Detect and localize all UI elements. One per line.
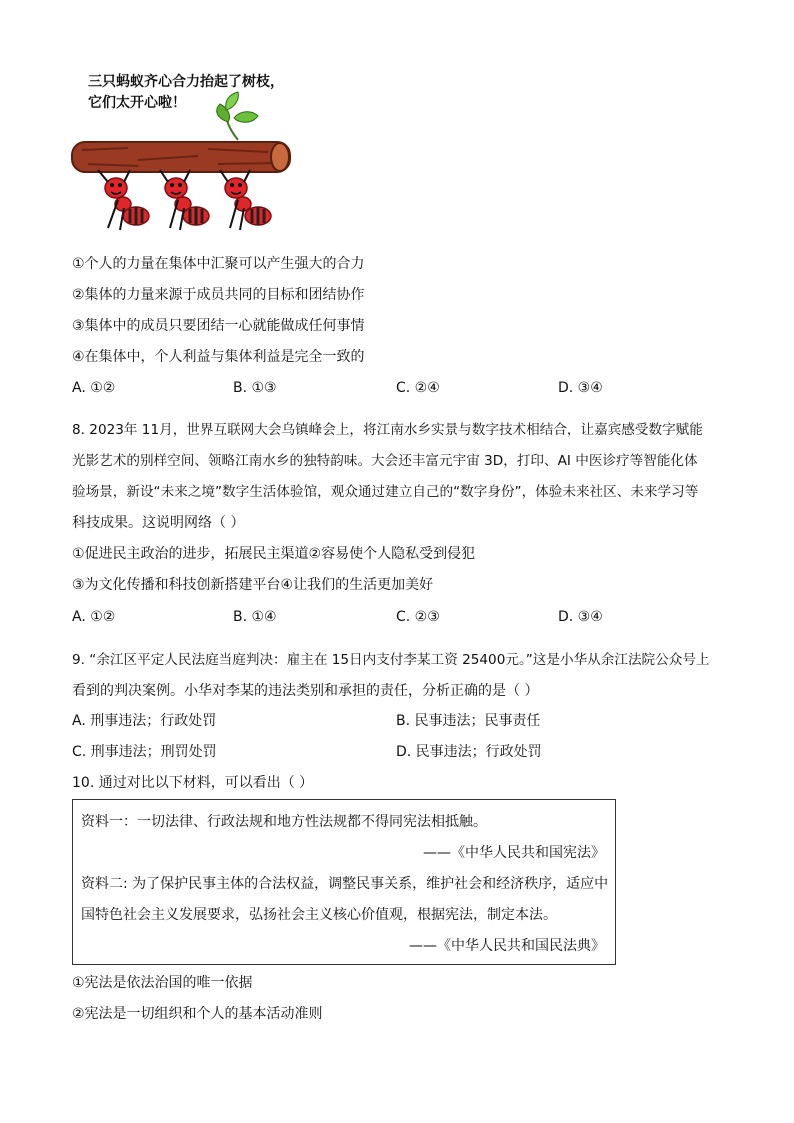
q8-stem-line: 验场景，新设“未来之境”数字生活体验馆，观众通过建立自己的“数字身份”，体验未来社区、未来学习等 <box>72 484 699 500</box>
ants-cartoon <box>68 70 296 232</box>
material-2-line: 国特色社会主义发展要求，弘扬社会主义核心价值观，根据宪法，制定本法。 <box>81 907 557 923</box>
q9-option-d[interactable]: D. 民事违法；行政处罚 <box>396 744 542 760</box>
cartoon-caption <box>88 72 284 114</box>
q7-option-a[interactable]: A. ①② <box>72 380 116 396</box>
q8-stem-line: 8. 2023年 11月，世界互联网大会乌镇峰会上，将江南水乡实景与数字技术相结合，让嘉宾感受数字赋能 <box>72 422 703 438</box>
q8-statement: ①促进民主政治的进步，拓展民主渠道②容易使个人隐私受到侵犯 <box>72 546 476 562</box>
q7-option-d[interactable]: D. ③④ <box>558 380 603 396</box>
q8-option-a[interactable]: A. ①② <box>72 609 116 625</box>
q7-statement: ①个人的力量在集体中汇聚可以产生强大的合力 <box>72 256 365 272</box>
cartoon-caption-line: 它们太开心啦！ <box>88 95 186 111</box>
q10-statement: ①宪法是依法治国的唯一依据 <box>72 975 253 991</box>
q9-option-a[interactable]: A. 刑事违法；行政处罚 <box>72 713 217 729</box>
q8-option-c[interactable]: C. ②③ <box>396 609 440 625</box>
q8-stem-line: 光影艺术的别样空间、领略江南水乡的独特韵味。大会还丰富元宇宙 3D，打印、AI 中医诊疗等智能化体 <box>72 453 698 469</box>
cartoon-caption-line: 三只蚂蚁齐心合力抬起了树枝， <box>88 74 284 90</box>
q9-stem-line: 9. “余江区平定人民法庭当庭判决：雇主在 15日内支付李某工资 25400元。”这是小华从余江法院公众号上 <box>72 652 710 668</box>
q8-option-d[interactable]: D. ③④ <box>558 609 603 625</box>
material-1: 资料一：一切法律、行政法规和地方性法规都不得同宪法相抵触。 <box>81 814 487 830</box>
q9-option-b[interactable]: B. 民事违法；民事责任 <box>396 713 541 729</box>
material-2-source: ——《中华人民共和国民法典》 <box>409 938 605 954</box>
q10-stem: 10. 通过对比以下材料，可以看出（ ） <box>72 775 314 791</box>
q7-statement: ③集体中的成员只要团结一心就能做成任何事情 <box>72 318 365 334</box>
q10-material-box <box>72 799 616 965</box>
q7-option-b[interactable]: B. ①③ <box>233 380 277 396</box>
material-2-line: 资料二: 为了保护民事主体的合法权益，调整民事关系，维护社会和经济秩序，适应中 <box>81 876 609 892</box>
q8-stem-line: 科技成果。这说明网络（ ） <box>72 515 245 531</box>
q9-stem-line: 看到的判决案例。小华对李某的违法类别和承担的责任，分析正确的是（ ） <box>72 683 539 699</box>
q7-option-c[interactable]: C. ②④ <box>396 380 440 396</box>
q7-statement: ④在集体中，个人利益与集体利益是完全一致的 <box>72 349 365 365</box>
q8-option-b[interactable]: B. ①④ <box>233 609 277 625</box>
q7-statement: ②集体的力量来源于成员共同的目标和团结协作 <box>72 287 365 303</box>
q9-option-c[interactable]: C. 刑事违法；刑罚处罚 <box>72 744 217 760</box>
q8-statement: ③为文化传播和科技创新搭建平台④让我们的生活更加美好 <box>72 577 434 593</box>
q10-statement: ②宪法是一切组织和个人的基本活动准则 <box>72 1006 323 1022</box>
material-1-source: ——《中华人民共和国宪法》 <box>423 845 605 861</box>
